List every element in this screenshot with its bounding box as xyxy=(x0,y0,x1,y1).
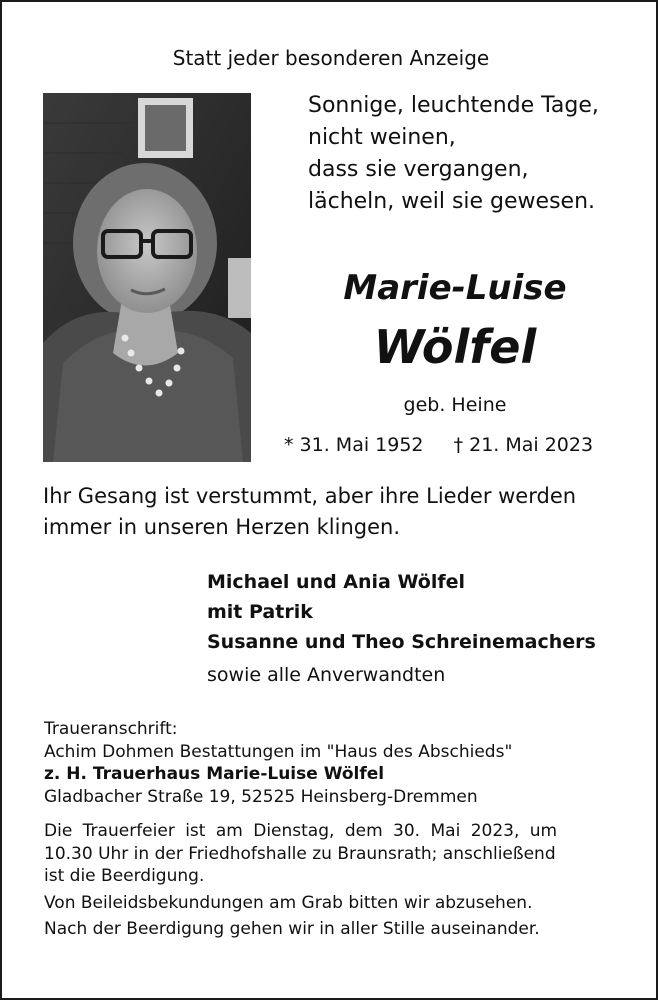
address-line: z. H. Trauerhaus Marie-Luise Wölfel xyxy=(44,764,385,784)
birth-name: geb. Heine xyxy=(403,394,507,416)
funeral-details xyxy=(44,718,557,941)
header-text: Statt jeder besonderen Anzeige xyxy=(172,46,490,70)
mourner-others: sowie alle Anverwandten xyxy=(207,664,446,686)
address-line: Gladbacher Straße 19, 52525 Heinsberg-Dremmen xyxy=(44,786,478,807)
mourner-line: Susanne und Theo Schreinemachers xyxy=(207,631,596,653)
address-line: Achim Dohmen Bestattungen im "Haus des Abschieds" xyxy=(44,741,513,762)
poem-line: lächeln, weil sie gewesen. xyxy=(308,189,596,214)
death-date: † 21. Mai 2023 xyxy=(453,434,594,456)
address-label: Traueranschrift: xyxy=(44,719,178,739)
ceremony-line: 10.30 Uhr in der Friedhofshalle zu Braunsrath; anschließend xyxy=(44,843,556,864)
life-dates xyxy=(284,434,593,456)
ceremony-line: Die Trauerfeier ist am Dienstag, dem 30. Mai 2023, um xyxy=(44,821,558,841)
deceased-first-name: Marie-Luise xyxy=(343,268,567,308)
mourner-line: Michael und Ania Wölfel xyxy=(207,571,466,593)
birth-date: * 31. Mai 1952 xyxy=(284,434,424,456)
note-line: Nach der Beerdigung gehen wir in aller Stille auseinander. xyxy=(44,919,540,939)
quote-line: Ihr Gesang ist verstummt, aber ihre Lieder werden xyxy=(43,484,577,508)
poem-line: dass sie vergangen, xyxy=(308,157,529,182)
deceased-last-name: Wölfel xyxy=(373,320,537,374)
poem-line: Sonnige, leuchtende Tage, xyxy=(308,93,599,118)
portrait-photo xyxy=(43,93,251,462)
note-line: Von Beileidsbekundungen am Grab bitten wir abzusehen. xyxy=(44,892,533,913)
mourner-line: mit Patrik xyxy=(207,601,313,623)
mourners-list xyxy=(207,567,596,690)
poem xyxy=(308,90,599,218)
quote-line: immer in unseren Herzen klingen. xyxy=(43,515,400,539)
memorial-quote xyxy=(43,481,576,543)
poem-line: nicht weinen, xyxy=(308,125,456,150)
ceremony-line: ist die Beerdigung. xyxy=(44,866,205,886)
